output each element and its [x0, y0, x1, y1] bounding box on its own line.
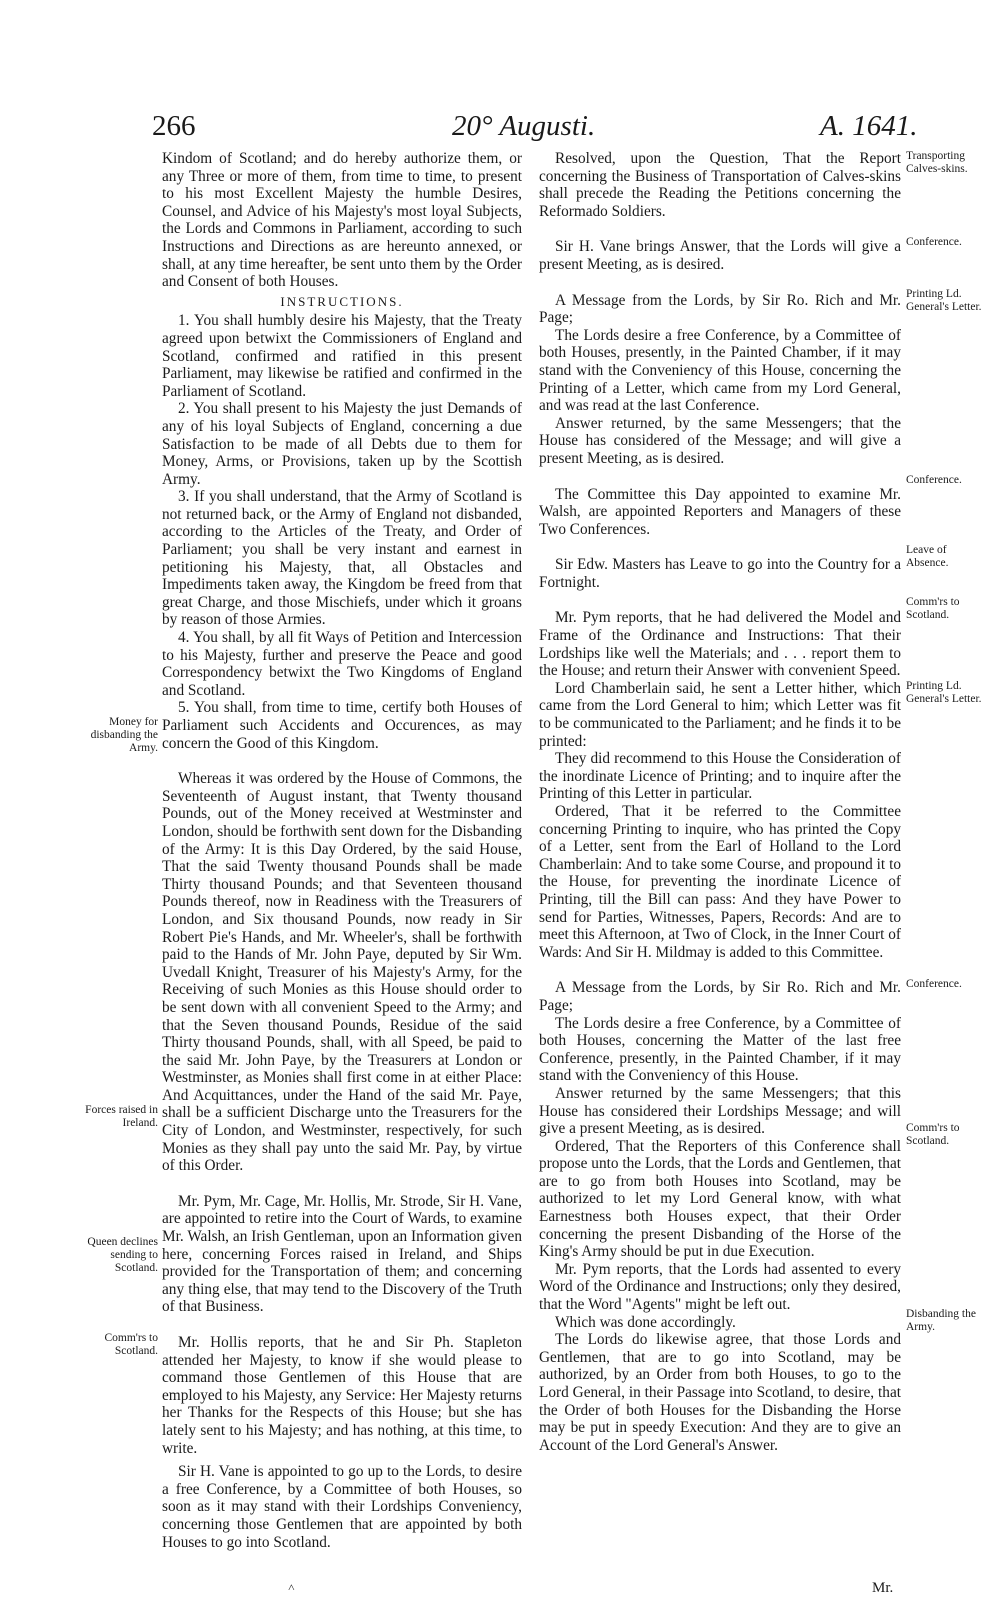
margin-note-conference-1: Conference. — [906, 236, 962, 248]
margin-note-commissioners-r2: Comm'rs to Scotland. — [906, 1122, 960, 1147]
margin-note-money: Money for disbanding the Army. — [90, 716, 158, 754]
page-date: 20° Augusti. — [452, 110, 596, 142]
instruction-4: 4. You shall, by all fit Ways of Petition and Intercession to his Majesty, further and preserve the Peace and good Correspondency betwixt the Two Kingdoms of England and Scotland. — [162, 629, 522, 699]
paragraph-ordered: Ordered, That it be referred to the Committee concerning Printing to inquire, who has printed the Copy of a Letter, sent from the Earl of Holland to the Lord Chamberlain: And to take some Course, and propound it to the House, for preventing the inordinate Licence of Printing, till the Bill can pass: And they have Power to send for Parties, Witnesses, Papers, Records: And are to meet this Afternoon, at Two of Clock, in the Inner Court of Wards: And Sir H. Mildmay is added to this Committee. — [539, 803, 901, 961]
paragraph-queen: Mr. Hollis reports, that he and Sir Ph. Stapleton attended her Majesty, to know if she would please to command those Gentlemen of this House that are employed to his Majesty, any Service: Her Majesty returns her Thanks for the Respects of this House; but she has lately sent to his Majesty; and has nothing, at this time, to write. — [162, 1334, 522, 1457]
paragraph-masters: Sir Edw. Masters has Leave to go into the Country for a Fortnight. — [539, 556, 901, 591]
catchword: Mr. — [872, 1580, 894, 1596]
paragraph-disband: The Lords do likewise agree, that those Lords and Gentlemen, that are to go into Scotland, may be authorized, by an Order from both Houses, to go to the Lord General, in their Passage into Scotland, to desire, that the Order of both Houses for the Disbanding the Horse may be put in speedy Execution: And they are to give an Account of the Lord General's Answer. — [539, 1331, 901, 1454]
margin-note-conference-3: Conference. — [906, 978, 962, 990]
paragraph-message-1c: Answer returned, by the same Messengers; that the House has considered of the Message; and will give a present Meeting, as is desired. — [539, 414, 901, 467]
margin-note-disbanding: Disbanding the Army. — [906, 1308, 976, 1333]
paragraph-vane: Sir H. Vane brings Answer, that the Lords will give a present Meeting, as is desired. — [539, 238, 901, 273]
paragraph-message-1b: The Lords desire a free Conference, by a Committee of both Houses, presently, in the Painted Chamber, if it may stand with the Conveniency of this House, concerning the Printing of a Letter, which came from my Lord General, and was read at the last Conference. — [539, 326, 901, 415]
margin-note-forces: Forces raised in Ireland. — [85, 1104, 158, 1129]
margin-note-transport: Transporting Calves-skins. — [906, 150, 968, 175]
instruction-3: 3. If you shall understand, that the Army of Scotland is not returned back, or the Army of England not disbanded, according to the Articles of the Treaty, and Order of Parliament; you shall be very instant and earnest in petitioning his Majesty, that, all Obstacles and Impediments taken away, the Kingdom be freed from that great Charge, and those Mischiefs, under which it groans by reason of those Armies. — [162, 488, 522, 629]
paragraph-commissioners: Sir H. Vane is appointed to go up to the Lords, to desire a free Conference, by a Committee of both Houses, so soon as it may stand with their Lordships Conveniency, concerning those Gentlemen that are appointed by both Houses to go into Scotland. — [162, 1463, 522, 1551]
paragraph-message-1: A Message from the Lords, by Sir Ro. Rich and Mr. Page; — [539, 291, 901, 327]
margin-note-conference-2: Conference. — [906, 474, 962, 486]
left-column — [162, 150, 522, 1551]
margin-note-printing-2: Printing Ld. General's Letter. — [906, 680, 982, 705]
instruction-5: 5. You shall, from time to time, certify both Houses of Parliament such Accidents and Occurences, as may concern the Good of this Kingdom. — [162, 699, 522, 752]
paragraph-message-2b: The Lords desire a free Conference, by a Committee of both Houses, concerning the Matter of the last free Conference, presently, in the Painted Chamber, if it may stand with the Conveniency of this House. — [539, 1014, 901, 1085]
paragraph-message-2: A Message from the Lords, by Sir Ro. Rich and Mr. Page; — [539, 979, 901, 1014]
margin-note-leave: Leave of Absence. — [906, 544, 949, 569]
paragraph-ordered-2: Ordered, That the Reporters of this Conference shall propose unto the Lords, that the Lords and Gentlemen, that are to go from both Houses into Scotland, may be authorized to let my Lord General know, with what Earnestness both Houses expect, that their Order concerning the present Disbanding of the Horse of the King's Army should be put in due Execution. — [539, 1137, 901, 1261]
instruction-1: 1. You shall humbly desire his Majesty, that the Treaty agreed upon betwixt the Commissioners of England and Scotland, confirmed and ratified in this present Parliament, may likewise be ratified and confirmed in the Parliament of Scotland. — [162, 312, 522, 400]
paragraph-done: Which was done accordingly. — [555, 1313, 736, 1331]
paragraph-chamberlain: Lord Chamberlain said, he sent a Letter hither, which came from the Lord General to him; which Letter was fit to be communicated to the Parliament; and he finds it to be printed: — [539, 679, 901, 750]
paragraph: Kindom of Scotland; and do hereby authorize them, or any Three or more of them, from time to time, to present to his most Excellent Majesty the humble Desires, Counsel, and Advice of his Majesty's most loyal Subjects, the Lords and Commons in Parliament, according to such Instructions and Directions as are hereunto annexed, or shall, at any time hereafter, be sent unto them by the Order and Consent of both Houses. — [162, 150, 522, 291]
margin-note-queen: Queen declines sending to Scotland. — [87, 1236, 158, 1274]
footer-mark: ˄ — [288, 1580, 295, 1594]
instruction-2: 2. You shall present to his Majesty the just Demands of any of his loyal Subjects of England, concerning a due Satisfaction to be made of all Debts due to them for Money, Arms, or Provisions, taken up by the Scottish Army. — [162, 400, 522, 488]
paragraph-money: Whereas it was ordered by the House of Commons, the Seventeenth of August instant, that Twenty thousand Pounds, out of the Money received at Westminster and London, should be forthwith sent down for the Disbanding of the Army: It is this Day Ordered, by the said House, That the said Twenty thousand Pounds shall be made Thirty thousand Pounds; and that Seventeen thousand Pounds thereof, now in Readiness with the Treasurers of London, and Six thousand Pounds, now ready in Sir Robert Pie's Hands, and Mr. Wheeler's, shall be forthwith paid to the Hands of Mr. John Paye, deputed by Sir Wm. Uvedall Knight, Treasurer of his Majesty's Army, for the Receiving of such Monies as this House should order to be sent down with all convenient Speed to the Army; and that the Seven thousand Pounds, Residue of the said Thirty thousand Pounds, shall, with all Speed, be paid to the said Mr. John Paye, by the Treasurers at London or Westminster, as Monies shall first come in at either Place: And Acquittances, under the Hand of the said Mr. Paye, shall be a sufficient Discharge unto the Treasurers for the City of London, and Westminster, respectively, for such Monies as they shall pay unto the said Mr. Pay, by virtue of this Order. — [162, 770, 522, 1175]
paragraph-resolved: Resolved, upon the Question, That the Report concerning the Business of Transportation of Calves-skins shall precede the Reading the Petitions concerning the Reformado Soldiers. — [539, 150, 901, 220]
margin-note-commissioners: Comm'rs to Scotland. — [104, 1332, 158, 1357]
paragraph-forces: Mr. Pym, Mr. Cage, Mr. Hollis, Mr. Strode, Sir H. Vane, are appointed to retire into the Court of Wards, to examine Mr. Walsh, an Irish Gentleman, upon an Information given here, concerning Forces raised in Ireland, and Ships provided for the Transportation of them; and concerning any thing else, that may tend to the Discovery of the Truth of that Business. — [162, 1192, 522, 1316]
paragraph-pym-2: Mr. Pym reports, that the Lords had assented to every Word of the Ordinance and Instructions; only they desired, that the Word "Agents" might be left out. — [539, 1260, 901, 1314]
paragraph-committee: The Committee this Day appointed to examine Mr. Walsh, are appointed Reporters and Managers of these Two Conferences. — [539, 485, 901, 538]
instructions-heading: INSTRUCTIONS. — [280, 293, 404, 309]
page-number: 266 — [152, 110, 196, 142]
page-year: A. 1641. — [820, 110, 918, 142]
paragraph-recommend: They did recommend to this House the Consideration of the inordinate Licence of Printing; and to inquire after the Printing of this Letter in particular. — [539, 750, 901, 803]
paragraph-pym: Mr. Pym reports, that he had delivered the Model and Frame of the Ordinance and Instructions: That their Lordships like well the Materials; and . . . report them to the House; and return their Answer with convenient Speed. — [539, 609, 901, 680]
paragraph-message-2c: Answer returned by the same Messengers; that this House has considered their Lordships Message; and will give a present Meeting, as is desired. — [539, 1084, 901, 1138]
right-column — [539, 150, 901, 1454]
margin-note-printing-1: Printing Ld. General's Letter. — [906, 288, 982, 313]
margin-note-commissioners-r1: Comm'rs to Scotland. — [906, 596, 960, 621]
